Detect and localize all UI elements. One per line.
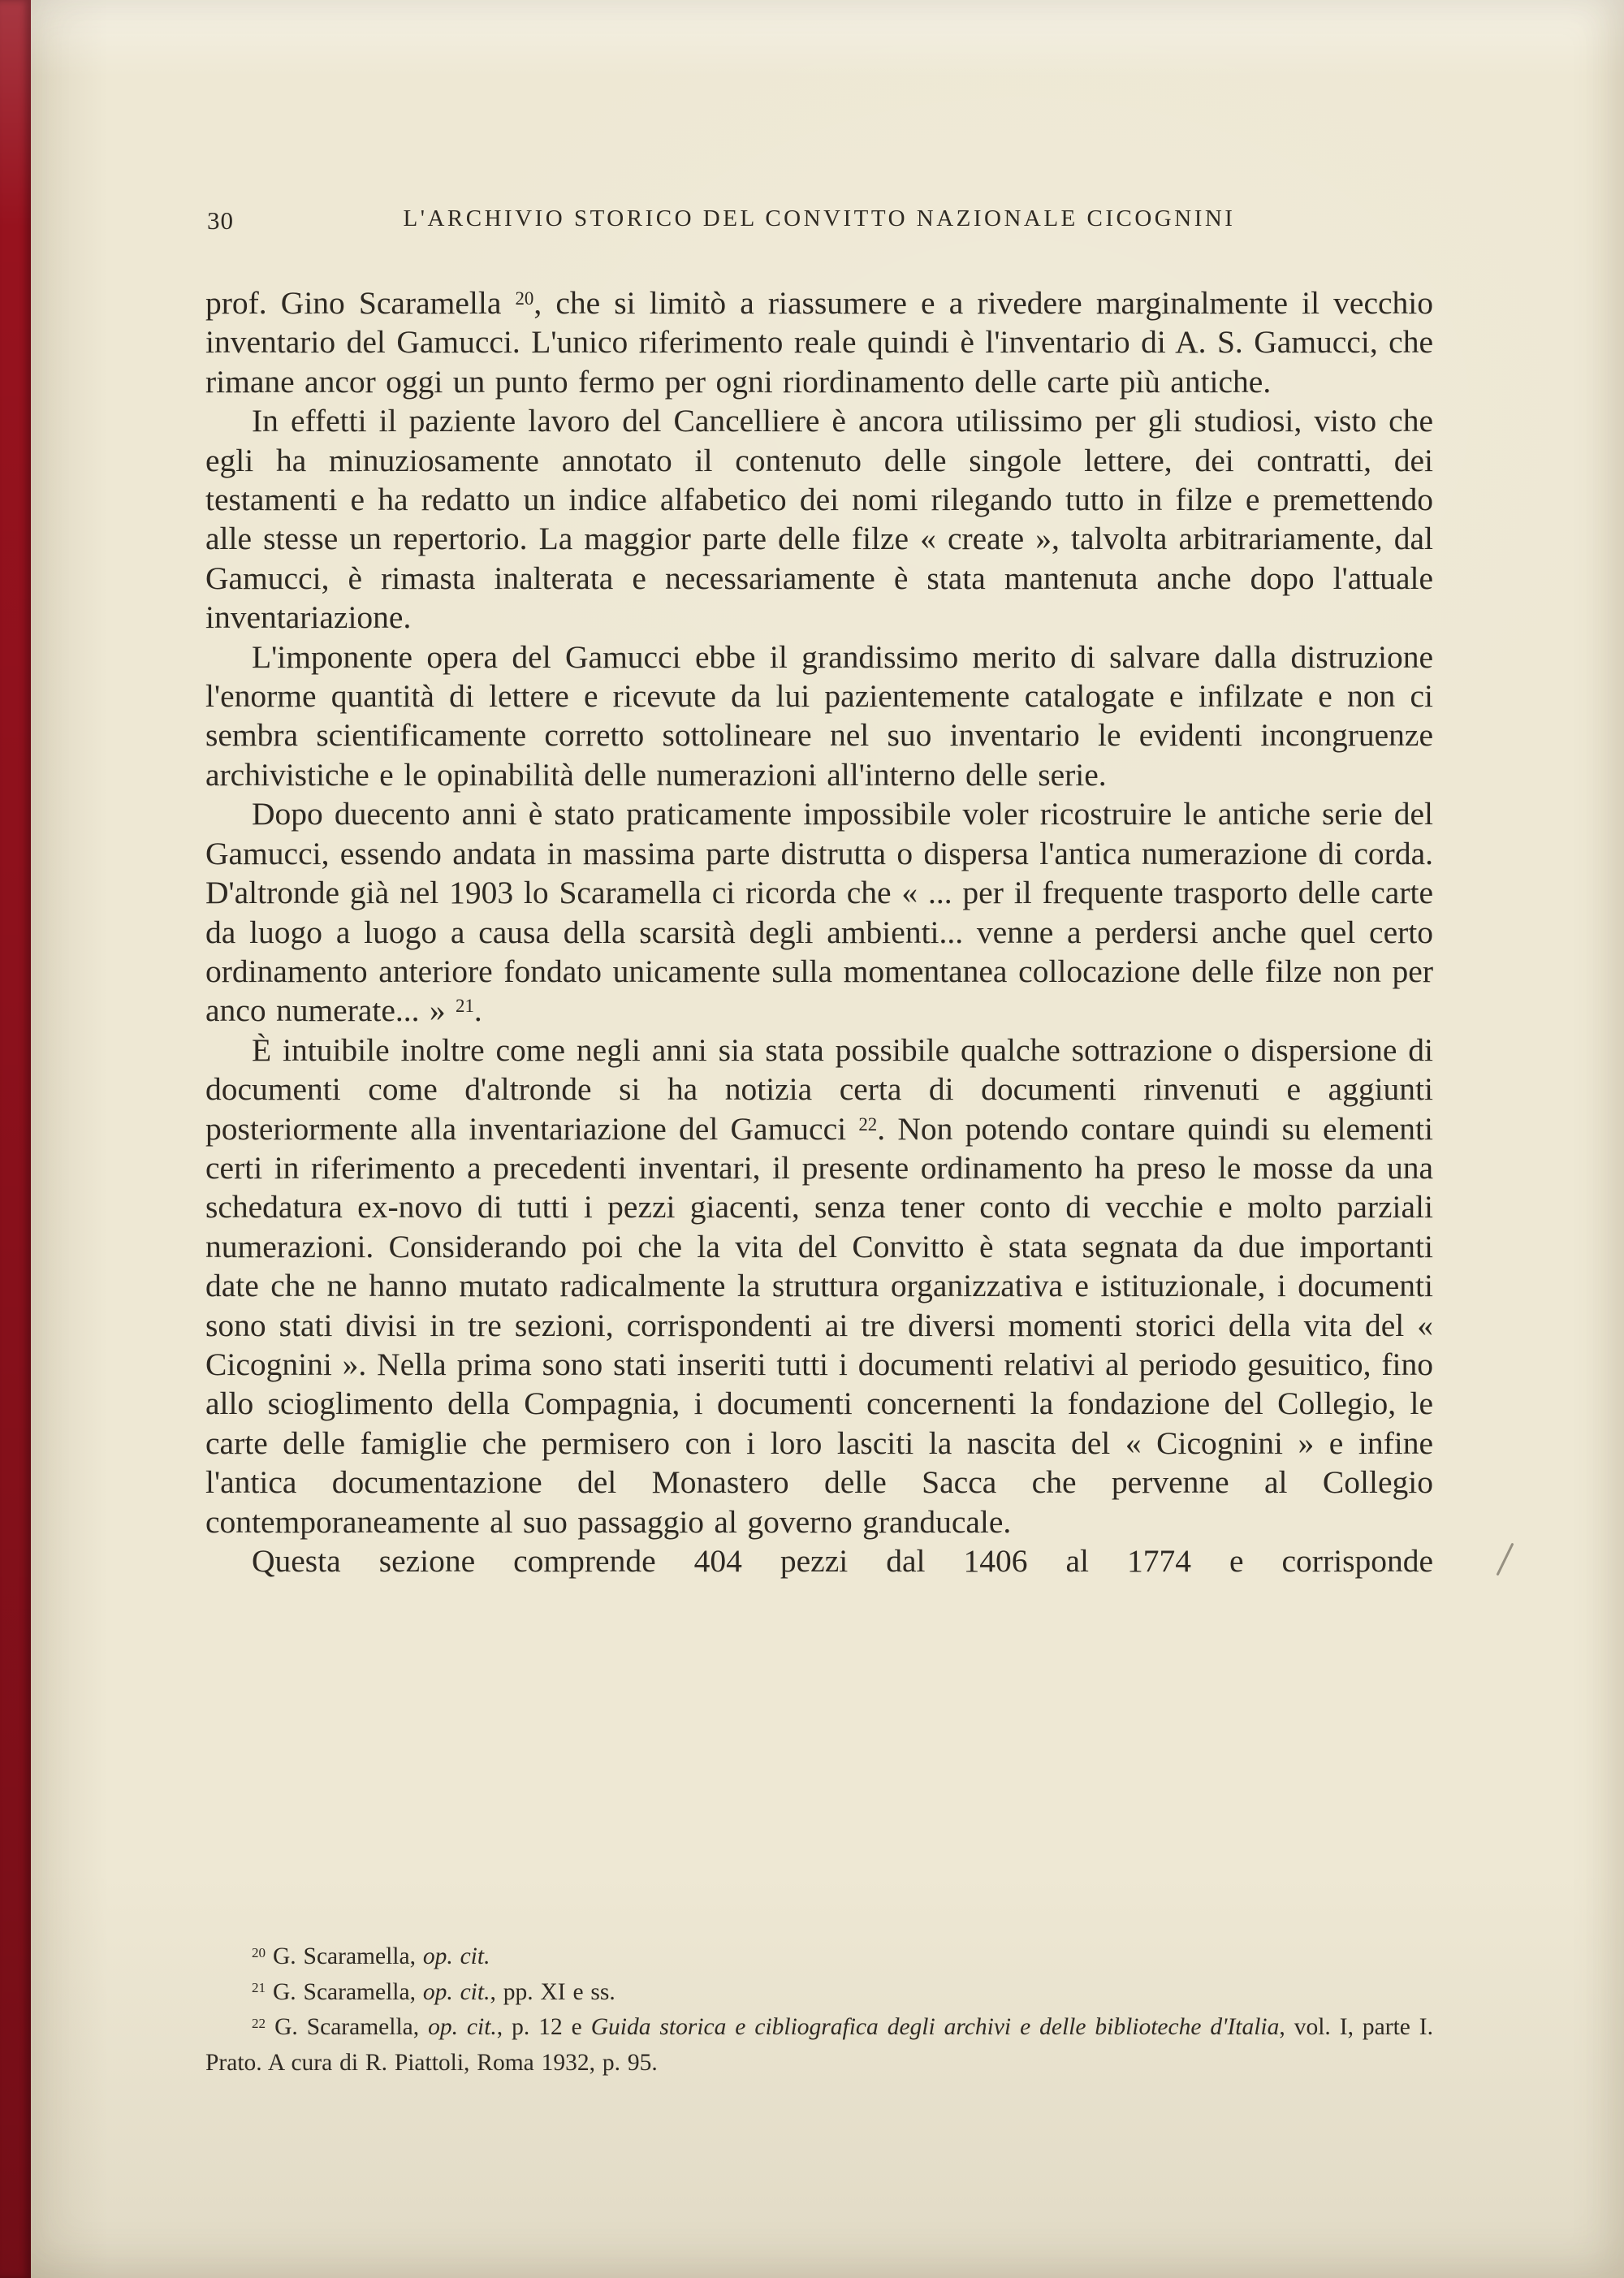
footnote-ref: 20 [515,288,534,309]
footnote-marker: 20 [252,1944,266,1960]
italic-run: op. cit. [428,2014,497,2040]
italic-run: op. cit. [422,1978,490,2005]
paragraph: È intuibile inoltre come negli anni sia stata possibile qualche sottrazione o dispersione di documenti come d'altronde si ha notizia certa di documenti rinvenuti e aggiunti posteriormente alla inventariazione del Gamucci $^{22}$. Non potendo contare quindi su elementi certi in riferimento a precedenti inventari, il presente ordinamento ha preso le mosse da una schedatura ex-novo di tutti i pezzi giacenti, senza tener conto di vecchie e molto parziali numerazioni. Considerando poi che la vita del Convitto è stata segnata da due importanti date che ne hanno mutato radicalmente la struttura organizzativa e istituzionale, i documenti sono stati divisi in tre sezioni, corrispondenti ai tre diversi momenti storici della vita del « Cicognini ». Nella prima sono stati inseriti tutti i documenti relativi al periodo gesuitico, fino allo scioglimento della Compagnia, i documenti concernenti la fondazione del Collegio, le carte delle famiglie che permisero con i loro lasciti la nascita del « Cicognini » e infine l'antica documentazione del Monastero delle Sacca che pervenne al Collegio contemporaneamente al suo passaggio al governo granducale. [205,1031,1433,1540]
footnote: $^{22}$ G. Scaramella, op. cit., p. 12 e Guida storica e cibliografica degli archivi e delle biblioteche d'Italia, vol. I, parte I. Prato. A cura di R. Piattoli, Roma 1932, p. 95. [205,2014,1434,2076]
footnotes [205,1939,1433,2081]
paragraph: Dopo duecento anni è stato praticamente impossibile voler ricostruire le antiche serie del Gamucci, essendo andata in massima parte distrutta o dispersa l'antica numerazione di corda. D'altronde già nel 1903 lo Scaramella ci ricorda che « ... per il frequente trasporto delle carte da luogo a luogo a causa della scarsità degli ambienti... venne a perdersi anche quel certo ordinamento anteriore fondato unicamente sulla momentanea collocazione delle filze non per anco numerate... » $^{21}$. [205,796,1433,1029]
paragraph: L'imponente opera del Gamucci ebbe il grandissimo merito di salvare dalla distruzione l'enorme quantità di lettere e ricevute da lui pazientemente catalogate e infilzate e non ci sembra scientificamente corretto sottolineare nel suo inventario le evidenti incongruenze archivistiche e le opinabilità delle numerazioni all'interno delle serie. [205,638,1433,793]
paragraph: In effetti il paziente lavoro del Cancelliere è ancora utilissimo per gli studiosi, visto che egli ha minuziosamente annotato il contenuto delle singole lettere, dei contratti, dei testamenti e ha redatto un indice alfabetico dei nomi rilegando tutto in filze e premettendo alle stesse un repertorio. La maggior parte delle filze « create », talvolta arbitrariamente, dal Gamucci, è rimasta inalterata e necessariamente è stata mantenuta anche dopo l'attuale inventariazione. [205,403,1433,636]
running-header: L'ARCHIVIO STORICO DEL CONVITTO NAZIONALE CICOGNINI [403,205,1236,231]
body-text [205,283,1433,1580]
footnote: $^{21}$ G. Scaramella, op. cit., pp. XI e ss. [252,1978,615,2005]
footnote-ref: 22 [858,1113,878,1135]
footnote: $^{20}$ G. Scaramella, op. cit. [252,1943,490,1969]
page-number: 30 [207,206,234,235]
page-content [205,0,1433,2278]
book-spine-edge [0,0,31,2278]
footnote-marker: 22 [252,2015,266,2031]
footnote-ref: 21 [456,996,474,1017]
page-header [205,205,1433,241]
italic-run: Guida storica e cibliografica degli archivi e delle biblioteche d'Italia [590,2014,1280,2040]
paragraph: Questa sezione comprende 404 pezzi dal 1406 al 1774 e corrisponde [252,1543,1433,1579]
footnote-marker: 21 [252,1980,266,1996]
italic-run: op. cit. [422,1943,490,1969]
paragraph: prof. Gino Scaramella $^{20}$, che si limitò a riassumere e a rivedere marginalmente il vecchio inventario del Gamucci. L'unico riferimento reale quindi è l'inventario di A. S. Gamucci, che rimane ancor oggi un punto fermo per ogni riordinamento delle carte più antiche. [205,285,1434,400]
